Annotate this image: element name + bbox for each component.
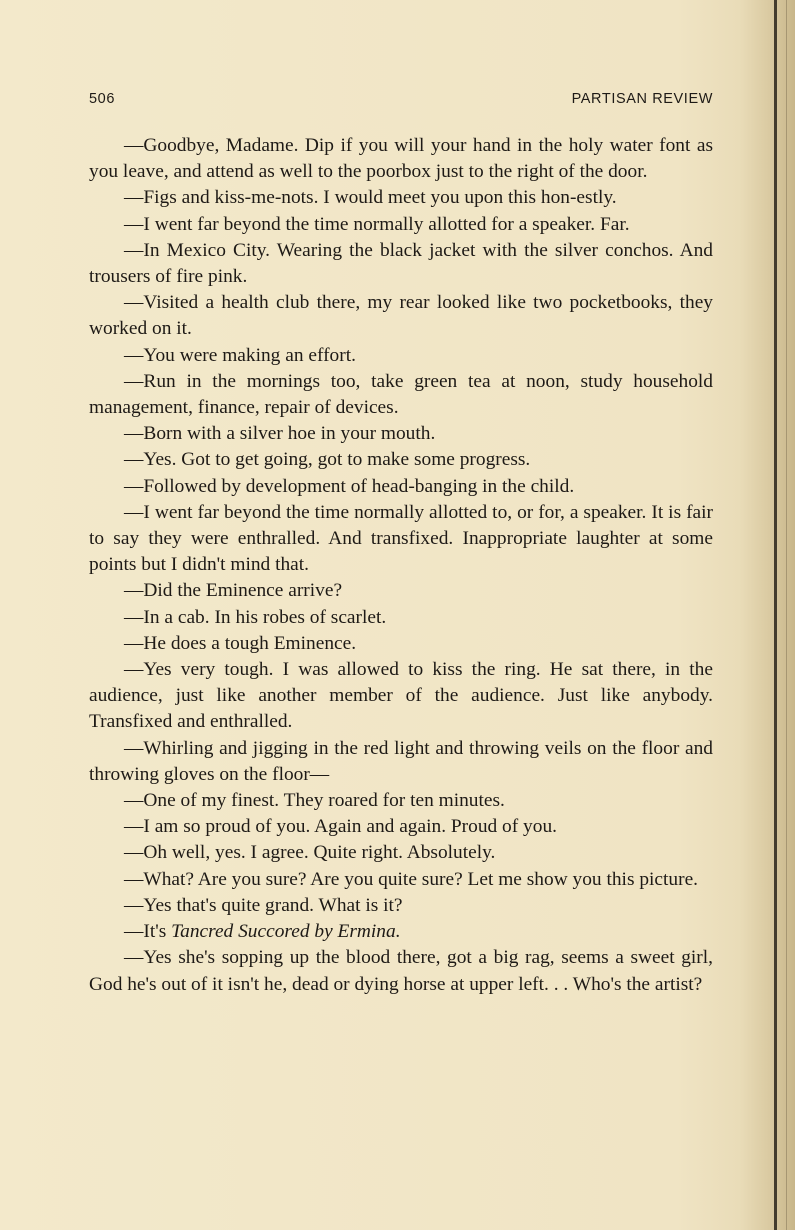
dialogue-line: —I went far beyond the time normally allotted to, or for, a speaker. It is fair to say they were enthralled. And transfixed. Inappropriate laughter at some points but I didn't mind that. [89, 501, 713, 576]
dialogue-line: —I am so proud of you. Again and again. Proud of you. [124, 816, 557, 838]
dialogue-line: —Yes that's quite grand. What is it? [124, 894, 403, 916]
page-edge-line [786, 0, 787, 1230]
dialogue-line: —He does a tough Eminence. [124, 632, 357, 654]
dialogue-line: —What? Are you sure? Are you quite sure? Let me show you this picture. [124, 868, 699, 890]
dialogue-line: —Born with a silver hoe in your mouth. [124, 423, 436, 445]
page-number: 506 [89, 91, 115, 107]
dialogue-line: —In a cab. In his robes of scarlet. [124, 606, 387, 628]
tancred-prefix: —It's [124, 921, 172, 943]
dialogue-line: —Oh well, yes. I agree. Quite right. Absolutely. [124, 842, 496, 864]
dialogue-line: —Did the Eminence arrive? [124, 580, 343, 602]
running-head: PARTISAN REVIEW [571, 91, 713, 107]
dialogue-line: —Yes. Got to get going, got to make some progress. [124, 449, 531, 471]
dialogue-line: —I went far beyond the time normally allotted for a speaker. Far. [124, 213, 630, 235]
dialogue-line: —Whirling and jigging in the red light and throwing veils on the floor and throwing gloves on the floor— [89, 737, 713, 785]
dialogue-line: —In Mexico City. Wearing the black jacket with the silver conchos. And trousers of fire pink. [89, 239, 713, 288]
dialogue-line-tancred [89, 919, 713, 945]
painting-title: Tancred Succored by Ermina. [171, 921, 401, 943]
body-text [89, 133, 713, 998]
dialogue-line: —Visited a health club there, my rear looked like two pocketbooks, they worked on it. [89, 292, 713, 340]
dialogue-line: —Figs and kiss-me-nots. I would meet you upon this hon-estly. [124, 187, 617, 209]
page-edge-shadow [774, 0, 777, 1230]
dialogue-line: —One of my finest. They roared for ten minutes. [124, 790, 505, 812]
dialogue-line: —Run in the mornings too, take green tea at noon, study household management, finance, repair of devices. [89, 370, 713, 419]
dialogue-line: —Yes very tough. I was allowed to kiss the ring. He sat there, in the audience, just like another member of the audience. Just like anybody. Transfixed and enthralled. [89, 659, 713, 733]
dialogue-line: —Goodbye, Madame. Dip if you will your hand in the holy water font as you leave, and attend as well to the poorbox just to the right of the door. [89, 135, 713, 183]
dialogue-line: —Followed by development of head-banging in the child. [124, 475, 575, 497]
dialogue-line-final: —Yes she's sopping up the blood there, got a big rag, seems a sweet girl, God he's out of it isn't he, dead or dying horse at upper left. . . Who's the artist? [89, 947, 713, 995]
dialogue-line: —You were making an effort. [124, 344, 356, 366]
page-header [89, 91, 713, 113]
